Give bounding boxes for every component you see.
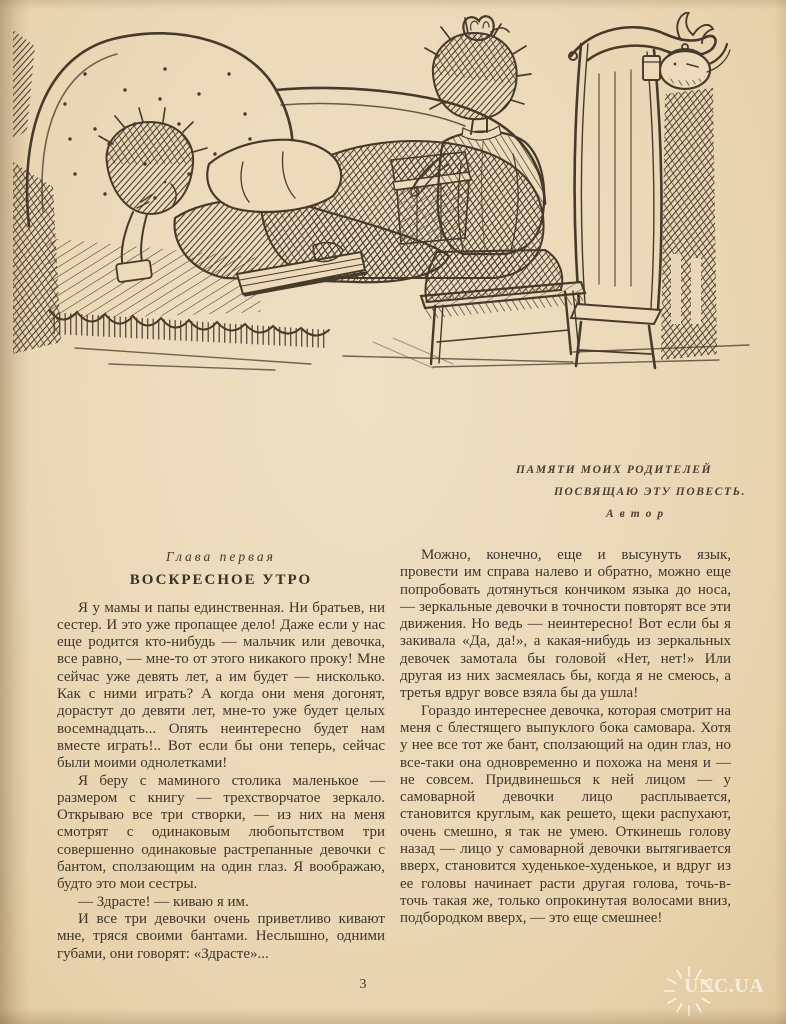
- chapter-label: Глава первая: [166, 549, 276, 564]
- paragraph: Гораздо интереснее девочка, которая смотрит на меня с блестящего выпуклого бока самовара. Хотя у нее все тот же бант, сползающий на один глаз, но все-таки она одновременно и похожа на меня и — не совсем. Придвинешься к ней лицом — у самоварной девочки лицо расплывается, становится круглым, как решето, щеки распухают, очень смешно, я так не умею. Откинешь голову назад — лицо у самоварной девочки вытягивается вверх, становится худенькое-худенькое, и вдруг из ее головы начинает расти другая голова, точь-в-точь такая же, только опрокинутая волосами вниз, подбородком вверх, — это еще смешнее!: [400, 702, 731, 927]
- dedication-line-2: ПОСВЯЩАЮ ЭТУ ПОВЕСТЬ.: [554, 486, 747, 498]
- teapot-drawing: [643, 12, 730, 89]
- page-number: 3: [359, 977, 367, 992]
- chapter-illustration: [13, 12, 773, 372]
- right-edge-shadow: [774, 0, 786, 1024]
- right-column: [400, 547, 731, 963]
- dedication-line-1: ПАМЯТИ МОИХ РОДИТЕЛЕЙ: [516, 464, 713, 476]
- watermark: [660, 962, 784, 1020]
- left-column: [57, 547, 385, 963]
- paragraph: — Здрасте! — киваю я им.: [78, 893, 249, 910]
- watermark-text: UNC.UA: [684, 975, 765, 997]
- background-panel: [661, 88, 717, 360]
- text-columns: [57, 547, 731, 963]
- top-edge-shadow: [0, 0, 786, 10]
- paragraph: Я беру с маминого столика маленькое — размером с книгу — трехстворчатое зеркало. Открываю все три створки, — из них на меня смотрят с одинаковым любопытством три совершенно одинаковые растрепанные девочки с бантом, сползающим на один глаз. Я воображаю, будто это мои сестры.: [57, 772, 385, 893]
- glass-drawing: [643, 56, 660, 80]
- dedication: [516, 464, 746, 520]
- paragraph: Можно, конечно, еще и высунуть язык, провести им справа налево и обратно, можно еще попробовать дотянуться кончиком языка до носа, — зеркальные девочки в точности повторят все эти движения. Но ведь — неинтересно! Вот если бы я закивала «Да, да!», а какая-нибудь из зеркальных девочек замотала бы головой «Нет, нет!» Или другая из них засмеялась бы, когда я не смеюсь, а третья вдруг вовсе взяла бы да ушла!: [400, 547, 731, 702]
- steam-curl: [677, 12, 713, 43]
- dedication-author: Автор: [606, 508, 670, 520]
- paragraph: И все три девочки очень приветливо кивают мне, тряся своими бантами. Неслышно, одними губами, они говорят: «Здрасте»...: [57, 910, 385, 962]
- chapter-title: ВОСКРЕСНОЕ УТРО: [129, 572, 313, 589]
- ink-drawing: [13, 12, 773, 372]
- paragraph: Я у мамы и папы единственная. Ни братьев, ни сестер. И это уже пропащее дело! Даже если у нас еще родится кто-нибудь — мальчик или девочка, все равно, — мне-то от этого никакого проку! Мне сейчас уже девять лет, а им будет — нисколько. Как с ними играть? А когда они меня догонят, дорастут до девяти лет, мне-то уже будет целых восемнадцать... Опять неинтересно будет нам вместе играть!.. Вот если бы они теперь, сейчас были моими однолетками!: [57, 599, 385, 772]
